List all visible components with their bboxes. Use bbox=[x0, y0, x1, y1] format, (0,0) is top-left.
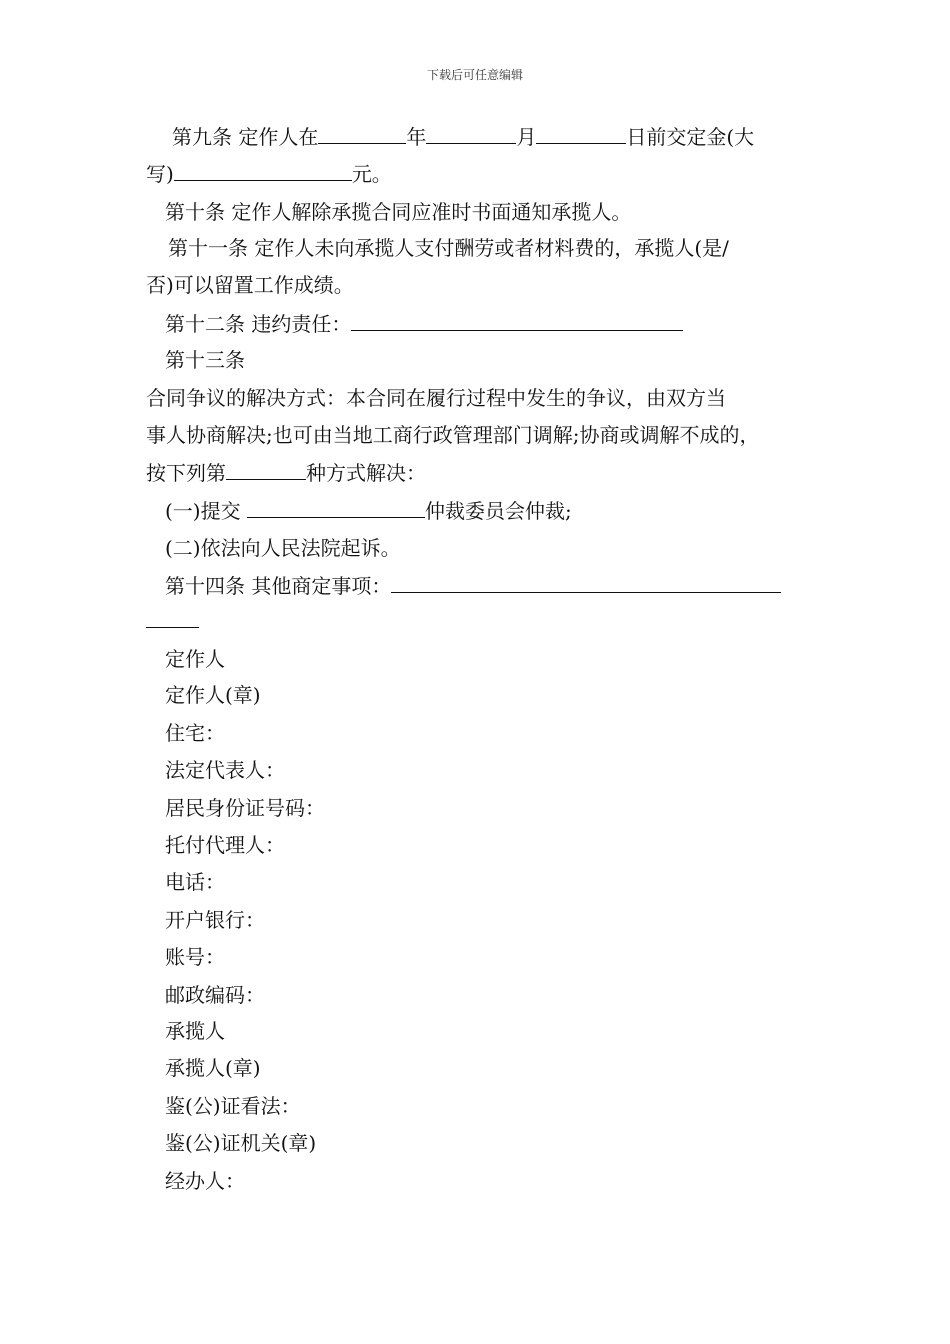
article-9-text-5: 写) bbox=[146, 162, 174, 186]
signature-orderer: 定作人 bbox=[165, 647, 225, 671]
article-13-text-3b: 种方式解决： bbox=[306, 461, 426, 485]
deposit-day-blank bbox=[536, 123, 626, 144]
article-11-line-2: 否)可以留置工作成绩。 bbox=[146, 273, 354, 297]
page-header: 下载后可任意编辑 bbox=[426, 68, 523, 82]
article-11-line-1: 第十一条 定作人未向承揽人支付酬劳或者材料费的，承揽人(是/ bbox=[168, 236, 729, 260]
signature-orderer-seal: 定作人(章) bbox=[165, 683, 261, 707]
article-9-text-1: 第九条 定作人在 bbox=[172, 125, 319, 149]
liability-blank bbox=[351, 310, 683, 331]
signature-residence: 住宅： bbox=[165, 721, 225, 745]
signature-account: 账号： bbox=[165, 945, 225, 969]
signature-contractor-seal: 承揽人(章) bbox=[165, 1056, 261, 1080]
article-14-line bbox=[165, 572, 781, 599]
signature-handler: 经办人： bbox=[165, 1169, 245, 1193]
article-9-text-6: 元。 bbox=[351, 162, 392, 186]
deposit-year-blank bbox=[318, 123, 406, 144]
other-matters-blank-continued bbox=[146, 607, 199, 628]
signature-legal-rep: 法定代表人： bbox=[165, 758, 285, 782]
article-13-line-2: 事人协商解决;也可由当地工商行政管理部门调解;协商或调解不成的， bbox=[146, 423, 760, 447]
article-9-line-2 bbox=[146, 160, 392, 187]
option-1-text-a: (一)提交 bbox=[165, 499, 241, 523]
dispute-method-blank bbox=[226, 459, 306, 480]
deposit-amount-blank bbox=[174, 160, 352, 181]
article-14-text: 第十四条 其他商定事项： bbox=[165, 574, 392, 598]
article-12-text: 第十二条 违约责任： bbox=[165, 312, 352, 336]
article-14-continuation bbox=[146, 607, 199, 634]
signature-agent: 托付代理人： bbox=[165, 833, 285, 857]
article-13-text-3a: 按下列第 bbox=[146, 461, 226, 485]
article-13-option-1 bbox=[165, 497, 572, 524]
signature-phone: 电话： bbox=[165, 870, 225, 894]
signature-contractor: 承揽人 bbox=[165, 1019, 225, 1043]
article-9-line-1 bbox=[172, 123, 754, 150]
article-13-line-1: 合同争议的解决方式：本合同在履行过程中发生的争议，由双方当 bbox=[146, 386, 726, 410]
article-9-text-4: 日前交定金(大 bbox=[626, 125, 755, 149]
article-10: 第十条 定作人解除承揽合同应准时书面通知承揽人。 bbox=[165, 200, 632, 224]
deposit-month-blank bbox=[426, 123, 516, 144]
article-13-title: 第十三条 bbox=[165, 348, 245, 372]
other-matters-blank bbox=[391, 572, 781, 593]
signature-id-number: 居民身份证号码： bbox=[165, 796, 325, 820]
signature-postcode: 邮政编码： bbox=[165, 983, 265, 1007]
article-12-line bbox=[165, 310, 683, 337]
article-9-text-3: 月 bbox=[516, 125, 537, 149]
article-13-line-3 bbox=[146, 459, 426, 486]
signature-bank: 开户银行： bbox=[165, 908, 265, 932]
article-13-option-2: (二)依法向人民法院起诉。 bbox=[165, 536, 401, 560]
signature-notary-office: 鉴(公)证机关(章) bbox=[165, 1131, 317, 1155]
option-1-text-b: 仲裁委员会仲裁; bbox=[424, 499, 572, 523]
article-9-text-2: 年 bbox=[406, 125, 427, 149]
arbitration-committee-blank bbox=[247, 497, 425, 518]
signature-notary-opinion: 鉴(公)证看法： bbox=[165, 1094, 301, 1118]
